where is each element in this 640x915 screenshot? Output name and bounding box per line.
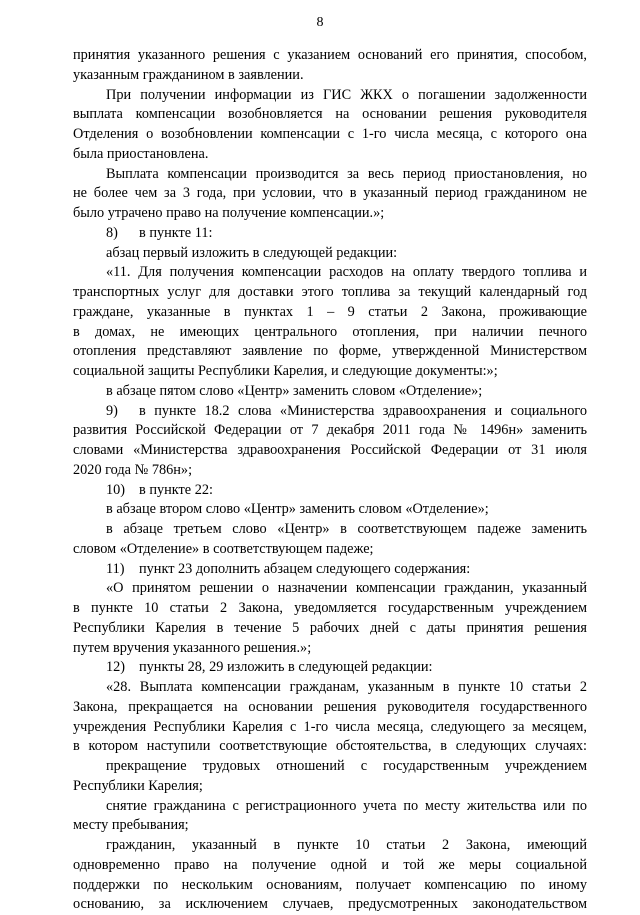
text-line: «О принятом решении о назначении компенсации гражданин, указанный — [106, 580, 587, 597]
text-line: принятия указанного решения с указанием оснований его принятия, способом, — [73, 47, 587, 63]
text-line: Выплата компенсации производится за весь период приостановления, но — [106, 165, 587, 182]
text-line: граждане, указанные в пунктах 1 – 9 статьи 2 Закона, проживающие — [73, 303, 587, 320]
text-line: в абзаце втором слово «Центр» заменить словом «Отделение»; — [106, 501, 489, 518]
text-line: не более чем за 3 года, при условии, что в указанный период гражданином не — [73, 185, 587, 202]
text-line: словом «Отделение» в соответствующем падеже; — [73, 540, 374, 557]
text-line: «28. Выплата компенсации гражданам, указанным в пункте 10 статьи 2 — [106, 679, 587, 695]
text-line: развития Российской Федерации от 7 декабря 2011 года № 1496н» заменить — [73, 422, 587, 439]
item-number: 12) — [106, 659, 126, 676]
text-line: Отделения о возобновлении компенсации с 1-го числа месяца, с которого она — [73, 126, 587, 142]
text-line: 2020 года № 786н»; — [73, 461, 193, 478]
text-line: абзац первый изложить в следующей редакции: — [106, 244, 398, 261]
text-line: в абзаце пятом слово «Центр» заменить словом «Отделение»; — [106, 382, 483, 399]
text-line: одновременно право на получение одной и той же меры социальной — [73, 856, 587, 873]
item-number: 10) — [106, 481, 126, 498]
text-line: гражданин, указанный в пункте 10 статьи 2 Закона, имеющий — [106, 837, 587, 853]
document-body — [73, 46, 587, 915]
text-line: Республики Карелия в течение 5 рабочих дней с даты принятия решения — [73, 619, 587, 636]
text-line: транспортных услуг для доставки этого топлива за текущий календарный год — [73, 284, 587, 300]
text-line: социальной защиты Республики Карелия, и следующие документы:»; — [73, 363, 498, 379]
text-line: При получении информации из ГИС ЖКХ о погашении задолженности — [106, 86, 587, 103]
text-line: месту пребывания; — [73, 817, 189, 834]
text-line: учреждения Республики Карелия с 1-го числа месяца, следующего за месяцем, — [73, 718, 587, 735]
text-line: в абзаце третьем слово «Центр» в соответствующем падеже заменить — [106, 521, 587, 537]
text-line: отопления представляют заявление по форме, утвержденной Министерством — [73, 343, 587, 360]
item-text: в пункте 22: — [139, 481, 213, 498]
numbered-item-line — [73, 224, 587, 244]
text-line: Закона, прекращается на основании решения руководителя государственного — [73, 698, 587, 715]
text-line: путем вручения указанного решения.»; — [73, 639, 312, 656]
text-line: в пункте 10 статьи 2 Закона, уведомляется государственным учреждением — [73, 600, 587, 616]
item-text: пункты 28, 29 изложить в следующей редакции: — [139, 659, 433, 676]
item-number: 9) — [106, 402, 118, 419]
text-line: в котором наступили соответствующие обстоятельства, в следующих случаях: — [73, 738, 587, 755]
text-line: была приостановлена. — [73, 145, 209, 162]
item-text: пункт 23 дополнить абзацем следующего содержания: — [139, 560, 471, 577]
text-line: прекращение трудовых отношений с государственным учреждением — [106, 758, 587, 774]
numbered-item-line — [73, 402, 587, 422]
item-number: 11) — [106, 560, 125, 577]
numbered-item-line — [73, 658, 587, 678]
text-line: указанным гражданином в заявлении. — [73, 66, 304, 83]
page-number: 8 — [316, 15, 324, 30]
text-line: Республики Карелия; — [73, 777, 203, 794]
item-number: 8) — [106, 224, 118, 241]
numbered-item-line — [73, 560, 587, 580]
text-line: поддержки по нескольким основаниям, получает компенсацию по иному — [73, 876, 587, 893]
text-line: выплата компенсации возобновляется на основании решения руководителя — [73, 106, 587, 123]
text-line: снятие гражданина с регистрационного учета по месту жительства или по — [106, 797, 587, 814]
text-line: было утрачено право на получение компенсации.»; — [73, 205, 385, 221]
numbered-item-line — [73, 481, 587, 501]
text-line: словами «Министерства здравоохранения Российской Федерации от 31 июля — [73, 442, 587, 458]
item-text: в пункте 11: — [139, 224, 213, 241]
text-line: основанию, за исключением случаев, предусмотренных законодательством — [73, 896, 587, 913]
text-line: в домах, не имеющих центрального отопления, при наличии печного — [73, 323, 587, 340]
item-text: в пункте 18.2 слова «Министерства здравоохранения и социального — [139, 402, 587, 419]
text-line: «11. Для получения компенсации расходов на оплату твердого топлива и — [106, 264, 587, 281]
